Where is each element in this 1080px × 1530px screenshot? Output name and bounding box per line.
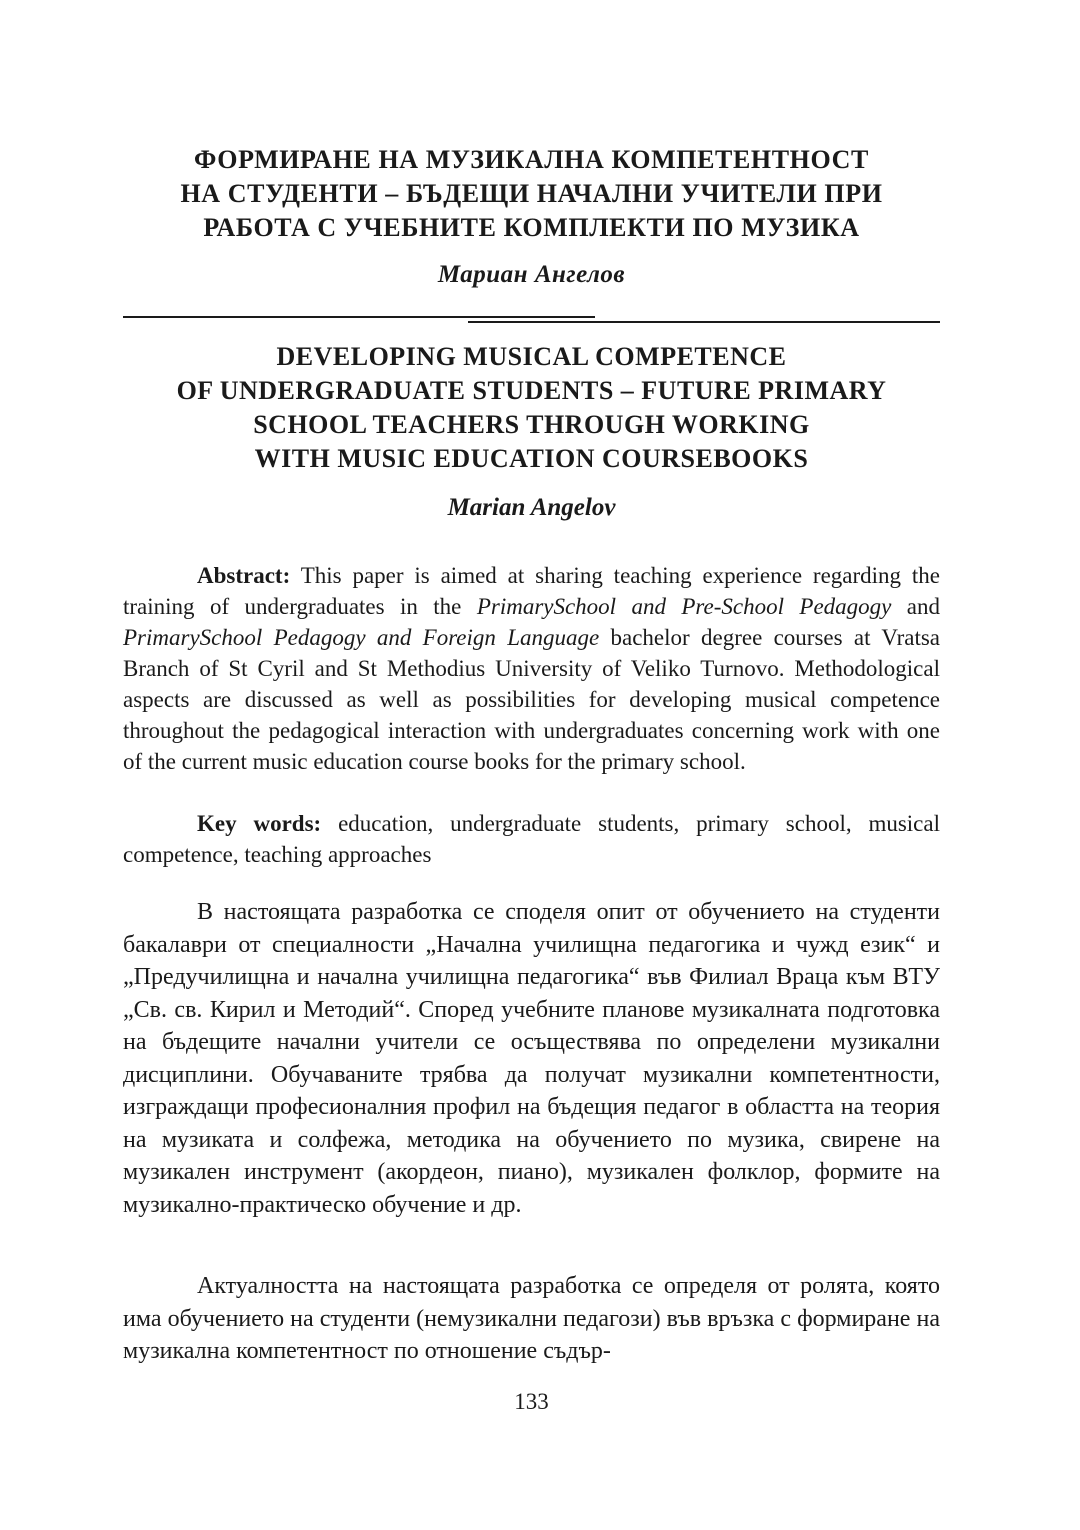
divider-rule-right — [468, 321, 940, 323]
keywords — [123, 808, 940, 870]
divider-rule-left — [123, 316, 595, 318]
abstract — [123, 560, 940, 777]
title-en-line: SCHOOL TEACHERS THROUGH WORKING — [253, 410, 810, 439]
body-paragraph — [123, 1270, 940, 1368]
abstract-label: Abstract: — [197, 563, 291, 588]
abstract-text: This paper is aimed at sharing teaching experience regarding the training of undergraduates in the — [123, 563, 940, 619]
title-bg-line: РАБОТА С УЧЕБНИТЕ КОМПЛЕКТИ ПО МУЗИКА — [203, 213, 860, 242]
author-bulgarian: Мариан Ангелов — [437, 261, 626, 288]
title-en-line: OF UNDERGRADUATE STUDENTS – FUTURE PRIMARY — [176, 376, 887, 405]
page-number: 133 — [514, 1389, 549, 1414]
title-en-line: DEVELOPING MUSICAL COMPETENCE — [276, 342, 787, 371]
author-english: Marian Angelov — [447, 494, 616, 521]
keywords-label: Key words: — [197, 811, 322, 836]
abstract-text: bachelor degree courses at Vratsa Branch of St Cyril and St Methodius University of Veliko Turnovo. Methodological aspects are discussed as well as possibilities for developing musical competence throughout the pedagogical interaction with undergraduates concerning work with one of the current music education course books for the primary school. — [123, 625, 940, 774]
course-name: PrimarySchool Pedagogy and Foreign Language — [123, 625, 600, 650]
course-name: PrimarySchool and Pre-School Pedagogy — [476, 594, 892, 619]
paper-page — [123, 0, 940, 1530]
body-paragraph-text: В настоящата разработка се споделя опит от обучението на студенти бакалаври от специалности „Начална училищна педагогика и чужд език“ и „Предучилищна и начална училищна педагогика“ във Филиал Враца към ВТУ „Св. св. Кирил и Методий“. Според учебните планове музикалната подготовка на бъдещите начални учители се осъществява по определени музикални дисциплини. Обучаваните трябва да получат музикални компетентности, изграждащи профеcионалния профил на бъдещия педагог в областта на теория на музиката и солфежа, методика на обучението по музика, свирене на музикален инструмент (акордеон, пиано), музикален фолклор, формите на музикално-практическо обучение и др. — [123, 899, 940, 1218]
body-paragraph-text: Актуалността на настоящата разработка се определя от ролята, която има обучението на студенти (немузикални педагози) във връзка с формиране на музикална компетентност по отношение съдър- — [123, 1273, 940, 1364]
abstract-text: and — [891, 594, 940, 619]
keywords-text: education, undergraduate students, primary school, musical competence, teaching approaches — [123, 811, 940, 867]
title-en-line: WITH MUSIC EDUCATION COURSEBOOKS — [254, 444, 809, 473]
title-bulgarian — [123, 143, 940, 245]
body-paragraph — [123, 896, 940, 1221]
title-bg-line: ФОРМИРАНЕ НА МУЗИКАЛНА КОМПЕТЕНТНОСТ — [194, 145, 869, 174]
title-english — [123, 340, 940, 476]
title-bg-line: НА СТУДЕНТИ – БЪДЕЩИ НАЧАЛНИ УЧИТЕЛИ ПРИ — [180, 179, 883, 208]
